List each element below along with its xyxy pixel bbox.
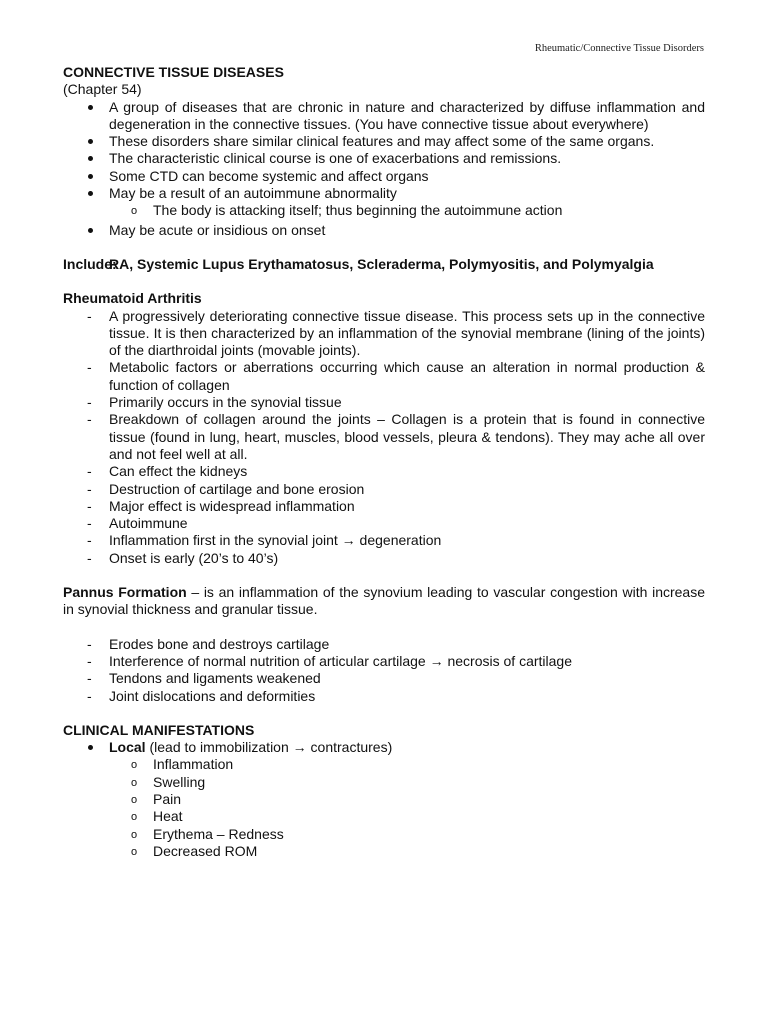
list-item: A group of diseases that are chronic in nature and characterized by diffuse inflammation and degeneration in the connective tissues. (You have connective tissue about everywhere) [63,99,705,134]
sub-list-item: o The body is attacking itself; thus beginning the autoimmune action [63,202,705,219]
list-item [63,185,705,220]
include-text: RA, Systemic Lupus Erythamatosus, Scleraderma, Polymyositis, and Polymyalgia [109,255,654,272]
clinical-heading: CLINICAL MANIFESTATIONS [63,721,255,738]
list-item: - Tendons and ligaments weakened [63,670,705,687]
list-item: - Breakdown of collagen around the joints – Collagen is a protein that is found in connective tissue (found in lung, heart, muscles, blood vessels, pleura & tendons). They may ache all over and not feel well at all. [63,411,705,463]
pannus-paragraph [63,584,705,619]
list-item: - Interference of normal nutrition of articular cartilage → necrosis of cartilage [63,653,705,670]
list-item: Some CTD can become systemic and affect organs [63,168,705,185]
local-sub-list [63,756,705,860]
document-body [63,64,705,860]
clinical-list [63,739,705,860]
list-item-text: May be a result of an autoimmune abnormality [109,185,397,202]
sub-list-item: o Erythema – Redness [63,826,705,843]
list-item: - Inflammation first in the synovial joint → degeneration [63,532,705,549]
list-item: - Destruction of cartilage and bone erosion [63,481,705,498]
local-label: Local [109,739,146,756]
ra-list [63,308,705,567]
ra-heading: Rheumatoid Arthritis [63,290,202,307]
chapter-reference: (Chapter 54) [63,81,142,98]
page-header: Rheumatic/Connective Tissue Disorders [534,43,704,54]
pannus-list [63,636,705,705]
list-item: - Onset is early (20’s to 40’s) [63,550,705,567]
include-label: Include: [63,255,117,272]
ctd-heading: CONNECTIVE TISSUE DISEASES [63,64,284,80]
list-item: May be acute or insidious on onset [63,222,705,239]
list-item: - Primarily occurs in the synovial tissue [63,394,705,411]
sub-list-item: o Swelling [63,774,705,791]
list-item: - Autoimmune [63,515,705,532]
list-item: The characteristic clinical course is one of exacerbations and remissions. [63,150,705,167]
list-item: - Major effect is widespread inflammation [63,498,705,515]
list-item: - Metabolic factors or aberrations occurring which cause an alteration in normal production & function of collagen [63,359,705,394]
pannus-term: Pannus Formation [63,584,187,601]
list-item: - Can effect the kidneys [63,463,705,480]
sub-list-item: o Inflammation [63,756,705,773]
ctd-sub-list [63,202,705,219]
list-item: - Joint dislocations and deformities [63,688,705,705]
sub-list-item: o Decreased ROM [63,843,705,860]
list-item: - Erodes bone and destroys cartilage [63,636,705,653]
local-note: (lead to immobilization → contractures) [145,739,393,756]
list-item: - A progressively deteriorating connective tissue disease. This process sets up in the connective tissue. It is then characterized by an inflammation of the synovial membrane (lining of the joints) of the diarthroidal joints (movable joints). [63,308,705,360]
ctd-bullet-list [63,99,705,239]
pannus-definition: – is an inflammation of the synovium leading to vascular congestion with increase in synovial thickness and granular tissue. [63,584,705,618]
list-item [63,739,705,860]
list-item: These disorders share similar clinical features and may affect some of the same organs. [63,133,705,150]
include-line [63,256,705,273]
sub-list-item: o Heat [63,808,705,825]
sub-list-item: o Pain [63,791,705,808]
